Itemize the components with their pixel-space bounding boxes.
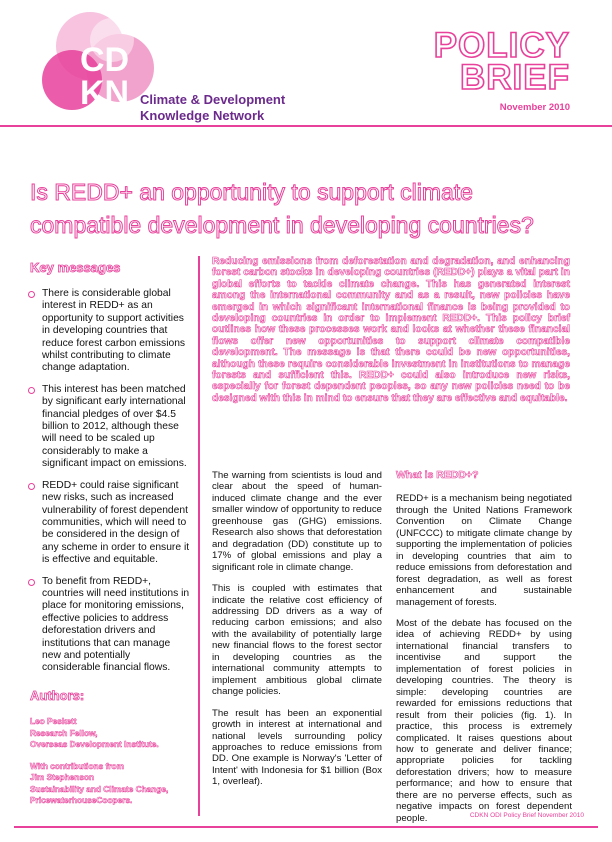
brand-line-1: Climate & Development <box>140 92 286 107</box>
body-paragraph: REDD+ is a mechanism being negotiated through the United Nations Framework Convention on Climate Change (UNFCCC) to mitigate climate change by supporting the implementation of policies in developing countries that aim to reduce emissions from deforestation and forest degradation, as well as forest enhancement and sustainable management of forests. <box>396 493 572 608</box>
body-paragraph: The warning from scientists is loud and clear about the speed of human-induced climate change and the ever smaller window of opportunity to reduce greenhouse gas (GHG) emissions. Research also shows that deforestation and degradation (DD) constitute up to 17% of global emissions and play a significant role in climate change. <box>212 470 382 573</box>
bullet-icon <box>28 291 35 298</box>
authors-heading: Authors: <box>30 688 85 703</box>
policy-brief-title <box>433 26 570 97</box>
contributor-line: PricewaterhouseCoopers. <box>30 795 133 805</box>
brand-line-2: Knowledge Network <box>140 108 265 123</box>
intro-paragraph: Reducing emissions from deforestation and degradation, and enhancing forest carbon stocks in developing countries (REDD+) plays a vital part in global efforts to tackle climate change. This has generated interest among the international community and as a result, new policies have emerged in which significant international finance is being provided to developing countries in order to implement REDD+. This policy brief outlines how these processes work and looks at whether these financial flows offer new opportunities to support climate compatible development. The message is that there could be new opportunities, although these require considerable investment in institutions to manage forests and sufficient this. REDD+ could also introduce new risks, especially for forest dependent peoples, so any new policies need to be designed with this in mind to ensure that they are effective and equitable. <box>212 256 570 404</box>
contributor-line: Sustainability and Climate Change, <box>30 783 169 794</box>
key-message-text: REDD+ could raise significant new risks, such as increased vulnerability of forest dependent communities, which will need to be considered in the design of any scheme in order to ensure it is effective and equitable. <box>42 479 190 566</box>
key-message-text: This interest has been matched by significant early international financial pledges of over $4.5 billion to 2012, although these will need to be scaled up considerably to make a significant impact on emissions. <box>42 383 187 470</box>
key-message-text: To benefit from REDD+, countries will need institutions in place for monitoring emissions, effective policies to address deforestation drivers and institutions that can manage new and potentially considerable financial flows. <box>42 575 190 674</box>
title-line-1: POLICY <box>433 26 570 65</box>
contributor-line: With contributions from <box>30 760 124 771</box>
bullet-icon <box>28 483 35 490</box>
authors-block <box>30 716 192 807</box>
contributor-line: Jim Stephenson <box>30 772 95 782</box>
body-column-1 <box>212 470 382 798</box>
bullet-icon <box>28 579 35 586</box>
author-line: Overseas Development Institute. <box>30 739 159 749</box>
body-paragraph: Most of the debate has focused on the idea of achieving REDD+ by using international financial transfers to incentivise and support the implementation of forest policies in developing countries. The theory is simple: developing countries are rewarded for emissions reductions that result from their policies (fig. 1). In practice, this process is extremely complicated. It raises questions about how to generate and deliver finance; appropriate policies for tackling deforestation drivers; how to measure performance; and how to ensure that there are no perverse effects, such as negative impacts on forest dependent people. <box>396 617 572 824</box>
body-paragraph: The result has been an exponential growth in interest at international and national levels surrounding policy approaches to reduce emissions from DD. One example is Norway's 'Letter of Intent' with Indonesia for $1 billion (Box 1, overleaf). <box>212 707 382 788</box>
what-is-redd-heading: What is REDD+? <box>396 469 479 481</box>
publication-date: November 2010 <box>499 102 570 113</box>
key-messages-heading: Key messages <box>30 260 121 275</box>
key-message-item <box>28 288 190 375</box>
key-message-item <box>28 384 190 471</box>
header-rule <box>0 125 612 127</box>
svg-text:KN: KN <box>80 74 130 112</box>
body-column-2 <box>396 470 572 834</box>
svg-text:CD: CD <box>80 41 130 79</box>
key-message-item <box>28 480 190 567</box>
author-line: Leo Peskett <box>30 716 77 726</box>
bullet-icon <box>28 387 35 394</box>
headline: Is REDD+ an opportunity to support climate compatible development in developing countries? <box>30 179 534 238</box>
key-message-text: There is considerable global interest in REDD+ as an opportunity to support activities in developing countries that reduce forest carbon emissions whilst contributing to climate change adaptation. <box>42 288 186 374</box>
title-line-2: BRIEF <box>460 58 570 97</box>
body-paragraph: This is coupled with estimates that indicate the relative cost efficiency of addressing DD drivers as a way of reducing carbon emissions; and also with the availability of potentially large new financial flows to the forest sector in developing countries as the international community attempts to implement ambitious global climate change policies. <box>212 583 382 698</box>
brand-name <box>140 92 285 124</box>
page-footer: CDKN ODI Policy Brief November 2010 <box>469 812 584 819</box>
key-message-item <box>28 576 190 675</box>
footer-rule <box>14 826 598 828</box>
author-line: Research Fellow, <box>30 727 98 738</box>
key-messages-list <box>28 288 190 684</box>
